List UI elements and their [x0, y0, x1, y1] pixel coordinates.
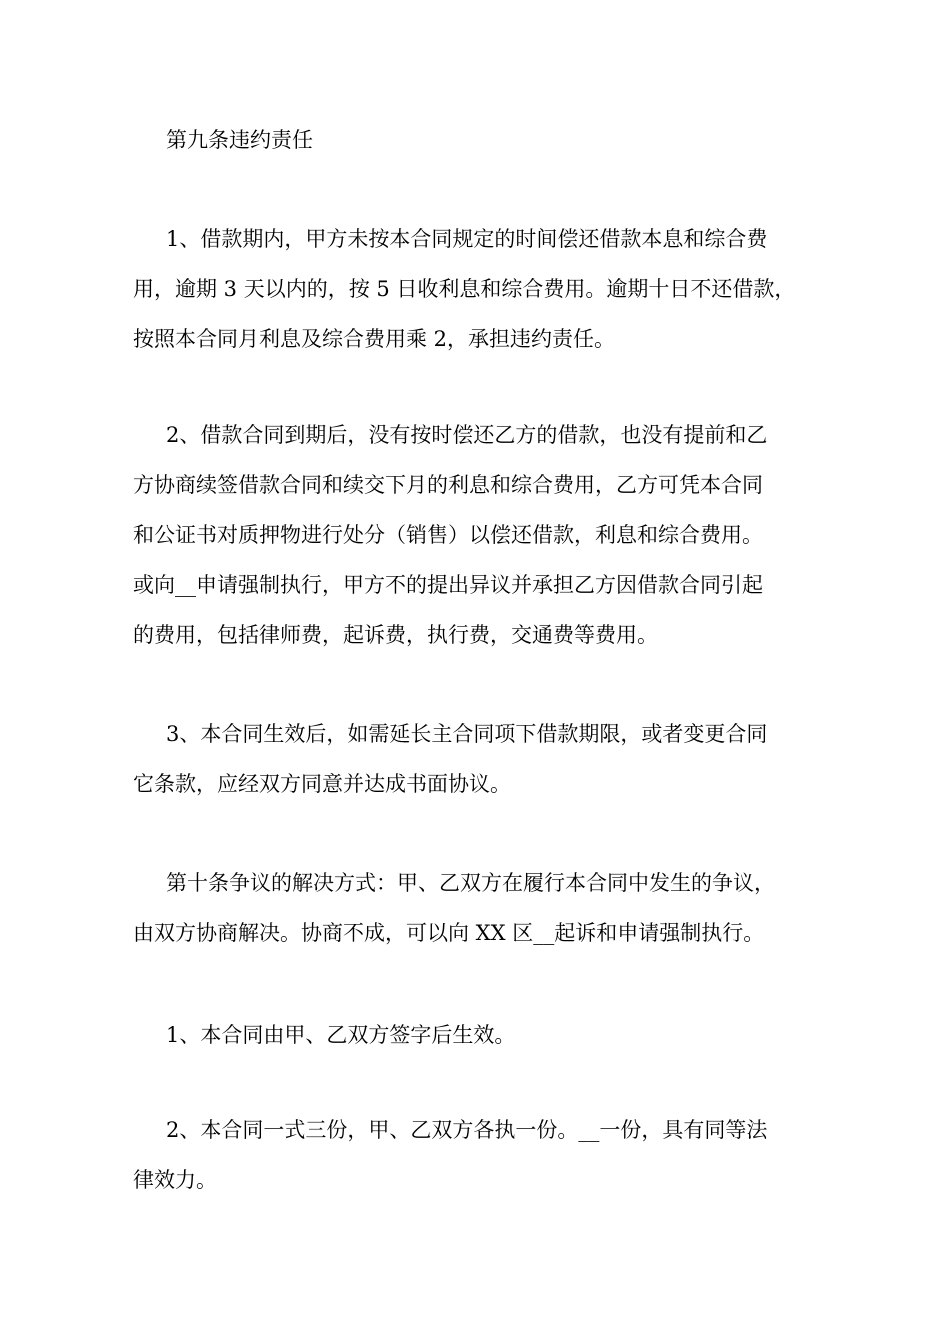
- final-item-1: [133, 1010, 813, 1060]
- article-10: [133, 858, 813, 958]
- text-line: 第十条争议的解决方式：甲、乙双方在履行本合同中发生的争议，: [166, 871, 775, 895]
- text-line: 按照本合同月利息及综合费用乘 2，承担违约责任。: [133, 327, 616, 351]
- final-item-2: [133, 1105, 813, 1205]
- text-line: 第九条违约责任: [166, 128, 313, 152]
- text-line: 它条款，应经双方同意并达成书面协议。: [133, 772, 511, 796]
- text-line: 的费用，包括律师费，起诉费，执行费，交通费等费用。: [133, 623, 658, 647]
- article-9-item-1: [133, 214, 813, 364]
- text-line: 2、借款合同到期后，没有按时偿还乙方的借款，也没有提前和乙: [166, 423, 768, 447]
- text-line: 1、借款期内，甲方未按本合同规定的时间偿还借款本息和综合费: [166, 227, 768, 251]
- text-line: 或向__申请强制执行，甲方不的提出异议并承担乙方因借款合同引起: [133, 573, 763, 597]
- article-9-heading: [133, 115, 813, 165]
- text-line: 用，逾期 3 天以内的，按 5 日收利息和综合费用。逾期十日不还借款，: [133, 277, 796, 301]
- article-9-item-2: [133, 410, 813, 660]
- text-line: 由双方协商解决。协商不成，可以向 XX 区__起诉和申请强制执行。: [133, 921, 765, 945]
- text-line: 3、本合同生效后，如需延长主合同项下借款期限，或者变更合同: [166, 722, 768, 746]
- text-line: 律效力。: [133, 1168, 217, 1192]
- text-line: 和公证书对质押物进行处分（销售）以偿还借款，利息和综合费用。: [133, 523, 763, 547]
- text-line: 1、本合同由甲、乙双方签字后生效。: [166, 1023, 516, 1047]
- text-line: 方协商续签借款合同和续交下月的利息和综合费用，乙方可凭本合同: [133, 473, 763, 497]
- article-9-item-3: [133, 709, 813, 809]
- text-line: 2、本合同一式三份，甲、乙双方各执一份。__一份，具有同等法: [166, 1118, 768, 1142]
